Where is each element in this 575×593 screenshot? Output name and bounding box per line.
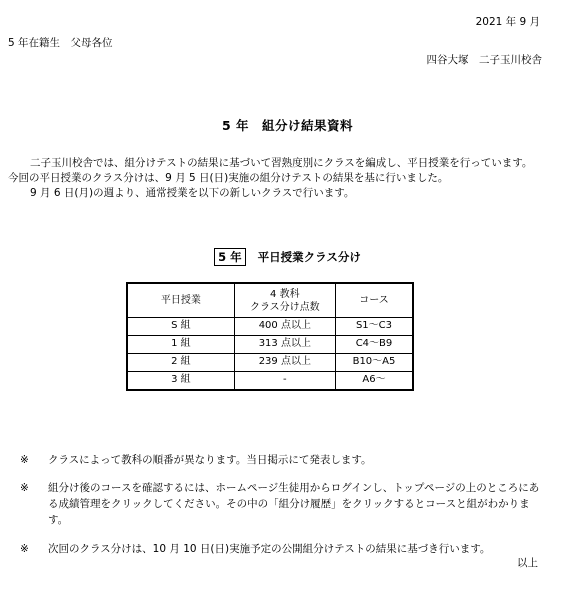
note-item <box>20 452 540 468</box>
document-title: 5 年 組分け結果資料 <box>221 118 354 133</box>
sender: 四谷大塚 二子玉川校舎 <box>426 54 542 66</box>
cell-score: 400 点以上 <box>234 318 335 336</box>
header-score-line-1: 4 教科 <box>270 288 300 300</box>
cell-class: 1 組 <box>127 336 234 354</box>
document-date: 2021 年 9 月 <box>475 16 540 28</box>
table-row <box>127 354 413 372</box>
cell-course: B10～A5 <box>335 354 413 372</box>
note-mark: ※ <box>20 543 29 555</box>
table-row <box>127 318 413 336</box>
cell-class: S 組 <box>127 318 234 336</box>
intro-paragraph-1: 二子玉川校舎では、組分けテストの結果に基づいて習熟度別にクラスを編成し、平日授業を行っています。今回の平日授業のクラス分けは、9 月 5 日(日)実施の組分けテストの結果を基に行いました。 <box>8 157 533 184</box>
intro-paragraph-2: 9 月 6 日(月)の週より、通常授業を以下の新しいクラスで行います。 <box>30 187 355 199</box>
header-score <box>234 283 335 318</box>
grade-box-label: 5 年 <box>214 248 246 266</box>
table-heading <box>0 248 575 266</box>
cell-course: S1～C3 <box>335 318 413 336</box>
table-row <box>127 372 413 391</box>
table-heading-text: 平日授業クラス分け <box>257 250 361 264</box>
note-item <box>20 541 540 557</box>
closing-remark: 以上 <box>517 557 538 569</box>
header-course: コース <box>335 283 413 318</box>
intro-section <box>8 156 538 201</box>
note-item <box>20 480 540 528</box>
table-header-row <box>127 283 413 318</box>
note-text: 組分け後のコースを確認するには、ホームページ生徒用からログインし、トップページの上のところにある成績管理をクリックしてください。その中の「組分け履歴」をクリックするとコースと組がわかります。 <box>48 482 540 526</box>
table-row <box>127 336 413 354</box>
cell-class: 3 組 <box>127 372 234 391</box>
note-mark: ※ <box>20 482 29 494</box>
cell-score: 239 点以上 <box>234 354 335 372</box>
cell-course: A6～ <box>335 372 413 391</box>
cell-class: 2 組 <box>127 354 234 372</box>
note-text: クラスによって教科の順番が異なります。当日掲示にて発表します。 <box>48 454 372 466</box>
cell-course: C4～B9 <box>335 336 413 354</box>
note-text: 次回のクラス分けは、10 月 10 日(日)実施予定の公開組分けテストの結果に基づき行います。 <box>48 543 491 555</box>
cell-score: - <box>234 372 335 391</box>
cell-score: 313 点以上 <box>234 336 335 354</box>
header-class: 平日授業 <box>127 283 234 318</box>
header-score-line-2: クラス分け点数 <box>249 301 320 313</box>
note-mark: ※ <box>20 454 29 466</box>
addressee: 5 年在籍生 父母各位 <box>8 37 113 49</box>
class-assignment-table <box>126 282 414 391</box>
